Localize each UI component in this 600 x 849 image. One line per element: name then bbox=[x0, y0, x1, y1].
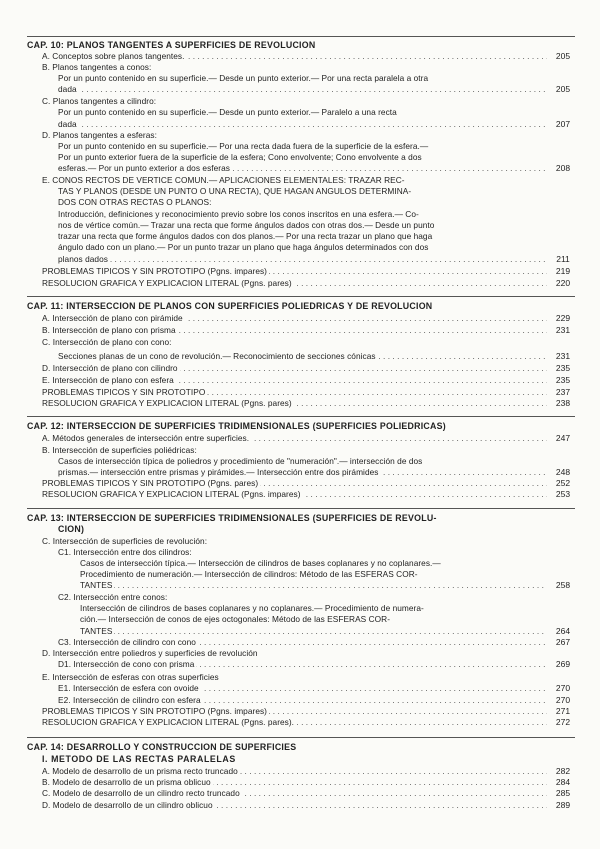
toc-entry-text: planos dados bbox=[58, 254, 108, 264]
toc-entry-line bbox=[58, 351, 547, 361]
toc-entry-text: C2. Intersección entre conos: bbox=[58, 592, 168, 602]
toc-entry-text: Por un punto contenido en su superficie.— Desde un punto exterior.— Por una recta paralela a otra bbox=[58, 73, 429, 83]
toc-entry-text: A. Métodos generales de intersección entre superficies. bbox=[42, 433, 250, 443]
toc-entry-line bbox=[58, 231, 547, 241]
toc-entry-line bbox=[42, 672, 547, 682]
toc-entry-line bbox=[42, 96, 547, 106]
page-number: 231 bbox=[555, 325, 571, 335]
toc-entry-text: Por un punto contenido en su superficie.— Desde un punto exterior.— Paralelo a una recta bbox=[58, 107, 397, 117]
toc-entry-text: trazar una recta que forme ángulos dados con dos planos.— Por una recta trazar un plano que haga bbox=[58, 231, 433, 241]
toc-entry-text: CAP. 11: INTERSECCION DE PLANOS CON SUPERFICIES POLIEDRICAS Y DE REVOLUCION bbox=[27, 301, 433, 311]
divider-cap-11 bbox=[27, 296, 575, 297]
toc-entry-text: PROBLEMAS TIPICOS Y SIN PROTOTIPO (Pgns. impares) bbox=[42, 706, 267, 716]
page-number: 247 bbox=[555, 433, 571, 443]
page-number: 272 bbox=[555, 717, 571, 727]
toc-entry-text: Secciones planas de un cono de revolución.— Reconocimiento de secciones cónicas bbox=[58, 351, 376, 361]
toc-entry-line bbox=[58, 242, 547, 252]
toc-entry-line bbox=[42, 398, 547, 408]
toc-entry-line bbox=[58, 141, 547, 151]
toc-entry-text: CION) bbox=[58, 524, 85, 534]
toc-entry-text: prismas.— intersección entre prismas y pirámides.— Intersección entre dos pirámides bbox=[58, 467, 379, 477]
page-number: 238 bbox=[555, 398, 571, 408]
toc-entry-line bbox=[80, 580, 547, 590]
toc-entry-line bbox=[42, 536, 547, 546]
toc-entry-text: D. Intersección entre poliedros y superficies de revolución bbox=[42, 648, 258, 658]
page-number: 219 bbox=[555, 266, 571, 276]
toc-entry-text: PROBLEMAS TIPICOS Y SIN PROTOTIPO bbox=[42, 387, 206, 397]
toc-entry-text: D. Intersección de plano con cilindro bbox=[42, 363, 178, 373]
toc-entry-text: Casos de intersección típica.— Intersección de cilindros de bases coplanares y no coplanares.— bbox=[80, 558, 441, 568]
toc-entry-text: I. METODO DE LAS RECTAS PARALELAS bbox=[42, 754, 236, 764]
page-number: 253 bbox=[555, 489, 571, 499]
toc-entry-line bbox=[42, 175, 547, 185]
chapter-heading bbox=[27, 742, 547, 752]
page-number: 289 bbox=[555, 800, 571, 810]
toc-entry-line bbox=[42, 766, 547, 776]
chapter-heading bbox=[58, 524, 547, 534]
toc-entry-text: D1. Intersección de cono con prisma bbox=[58, 659, 195, 669]
toc-entry-text: C3. Intersección de cilindro con cono bbox=[58, 637, 196, 647]
page-number: 285 bbox=[555, 788, 571, 798]
toc-entry-line bbox=[42, 754, 547, 764]
toc-entry-text: B. Intersección de superficies poliédricas: bbox=[42, 445, 197, 455]
page-number: 208 bbox=[555, 163, 571, 173]
page-number: 220 bbox=[555, 278, 571, 288]
toc-entry-line bbox=[42, 433, 547, 443]
toc-entry-line bbox=[42, 648, 547, 658]
toc-entry-text: esferas.— Por un punto exterior a dos esferas bbox=[58, 163, 230, 173]
toc-entry-text: C. Intersección de superficies de revolución: bbox=[42, 536, 208, 546]
divider-cap-12 bbox=[27, 416, 575, 417]
toc-entry-text: CAP. 13: INTERSECCION DE SUPERFICIES TRIDIMENSIONALES (SUPERFICIES DE REVOLU- bbox=[27, 513, 437, 523]
toc-entry-text: Por un punto contenido en su superficie.— Por una recta dada fuera de la superficie de la esfera.— bbox=[58, 141, 429, 151]
toc-entry-line bbox=[42, 800, 547, 810]
toc-entry-text: PROBLEMAS TIPICOS Y SIN PROTOTIPO (Pgns. pares) bbox=[42, 478, 259, 488]
toc-entry-text: PROBLEMAS TIPICOS Y SIN PROTOTIPO (Pgns. impares) bbox=[42, 266, 267, 276]
page-number: 235 bbox=[555, 375, 571, 385]
toc-entry-line bbox=[80, 569, 547, 579]
toc-entry-line bbox=[58, 84, 547, 94]
toc-entry-text: RESOLUCION GRAFICA Y EXPLICACION LITERAL (Pgns. pares) bbox=[42, 278, 292, 288]
toc-entry-text: CAP. 14: DESARROLLO Y CONSTRUCCION DE SUPERFICIES bbox=[27, 742, 297, 752]
toc-entry-text: CAP. 12: INTERSECCION DE SUPERFICIES TRIDIMENSIONALES (SUPERFICIES POLIEDRICAS) bbox=[27, 421, 446, 431]
toc-entry-line bbox=[80, 614, 547, 624]
page-number: 267 bbox=[555, 637, 571, 647]
page-number: 205 bbox=[555, 51, 571, 61]
toc-entry-text: B. Planos tangentes a conos: bbox=[42, 62, 152, 72]
toc-entry-line bbox=[58, 456, 547, 466]
chapter-heading bbox=[27, 421, 547, 431]
page-number: 270 bbox=[555, 695, 571, 705]
toc-entry-line bbox=[42, 62, 547, 72]
toc-entry-line bbox=[42, 717, 547, 727]
toc-entry-line bbox=[42, 387, 547, 397]
page-number: 270 bbox=[555, 683, 571, 693]
toc-entry-line bbox=[58, 197, 547, 207]
toc-entry-text: Introducción, definiciones y reconocimiento previo sobre los conos inscritos en una esfera.— Co- bbox=[58, 209, 419, 219]
page-number: 248 bbox=[555, 467, 571, 477]
toc-entry-line bbox=[58, 152, 547, 162]
chapter-heading bbox=[27, 301, 547, 311]
toc-entry-line bbox=[42, 777, 547, 787]
toc-entry-line bbox=[42, 706, 547, 716]
toc-entry-line bbox=[80, 603, 547, 613]
toc-entry-text: Procedimiento de numeración.— Intersección de cilindros: Método de las ESFERAS COR- bbox=[80, 569, 418, 579]
toc-entry-line bbox=[42, 278, 547, 288]
toc-entry-line bbox=[42, 313, 547, 323]
toc-entry-line bbox=[42, 363, 547, 373]
toc-entry-line bbox=[42, 266, 547, 276]
page-number: 282 bbox=[555, 766, 571, 776]
page-number: 271 bbox=[555, 706, 571, 716]
toc-entry-line bbox=[58, 659, 547, 669]
toc-entry-line bbox=[58, 163, 547, 173]
toc-entry-text: C. Intersección de plano con cono: bbox=[42, 337, 172, 347]
toc-entry-text: ángulo dado con un plano.— Por un punto trazar un plano que haga ángulos determinados con dos bbox=[58, 242, 429, 252]
toc-entry-line bbox=[42, 489, 547, 499]
page-number: 258 bbox=[555, 580, 571, 590]
toc-entry-text: D. Modelo de desarrollo de un cilindro oblicuo bbox=[42, 800, 213, 810]
toc-entry-text: Casos de intersección típica de poliedros y procedimiento de "numeración".— intersección de dos bbox=[58, 456, 423, 466]
toc-entry-text: CAP. 10: PLANOS TANGENTES A SUPERFICIES DE REVOLUCION bbox=[27, 40, 316, 50]
toc-entry-line bbox=[58, 637, 547, 647]
toc-entry-text: Intersección de cilindros de bases coplanares y no coplanares.— Procedimiento de numera- bbox=[80, 603, 424, 613]
toc-entry-text: TANTES bbox=[80, 580, 113, 590]
page-number: 269 bbox=[555, 659, 571, 669]
toc-entry-line bbox=[42, 445, 547, 455]
toc-entry-line bbox=[42, 130, 547, 140]
toc-entry-text: C. Planos tangentes a cilindro: bbox=[42, 96, 157, 106]
page-number: 229 bbox=[555, 313, 571, 323]
toc-entry-text: ción.— Intersección de conos de ejes octogonales: Método de las ESFERAS COR- bbox=[80, 614, 391, 624]
toc-entry-line bbox=[42, 51, 547, 61]
divider-cap-14 bbox=[27, 737, 575, 738]
page-number: 252 bbox=[555, 478, 571, 488]
divider-cap-13 bbox=[27, 508, 575, 509]
toc-entry-line bbox=[42, 788, 547, 798]
toc-entry-line bbox=[58, 220, 547, 230]
toc-entry-text: E2. Intersección de cilindro con esfera bbox=[58, 695, 201, 705]
toc-entry-line bbox=[58, 73, 547, 83]
toc-entry-line bbox=[42, 337, 547, 347]
toc-entry-text: C. Modelo de desarrollo de un cilindro recto truncado bbox=[42, 788, 240, 798]
toc-entry-line bbox=[58, 547, 547, 557]
toc-entry-text: B. Modelo de desarrollo de un prisma oblicuo bbox=[42, 777, 211, 787]
toc-entry-text: RESOLUCION GRAFICA Y EXPLICACION LITERAL (Pgns. pares). bbox=[42, 717, 295, 727]
toc-entry-text: nos de vértice común.— Trazar una recta que forme ángulos dados con otras dos.— Desde un punto bbox=[58, 220, 435, 230]
toc-entry-text: D. Planos tangentes a esferas: bbox=[42, 130, 157, 140]
toc-entry-line bbox=[58, 467, 547, 477]
chapter-heading bbox=[27, 513, 547, 523]
page-number: 284 bbox=[555, 777, 571, 787]
toc-entry-line bbox=[42, 375, 547, 385]
toc-entry-line bbox=[58, 695, 547, 705]
chapter-heading bbox=[27, 40, 547, 50]
toc-entry-text: E. CONOS RECTOS DE VERTICE COMUN.— APLICACIONES ELEMENTALES: TRAZAR REC- bbox=[42, 175, 405, 185]
toc-entry-line bbox=[80, 558, 547, 568]
toc-entry-text: A. Conceptos sobre planos tangentes. bbox=[42, 51, 185, 61]
page-number: 237 bbox=[555, 387, 571, 397]
toc-entry-text: RESOLUCION GRAFICA Y EXPLICACION LITERAL (Pgns. impares) bbox=[42, 489, 301, 499]
toc-entry-line bbox=[58, 119, 547, 129]
toc-entry-text: DOS CON OTRAS RECTAS O PLANOS: bbox=[58, 197, 212, 207]
toc-entry-text: E. Intersección de esferas con otras superficies bbox=[42, 672, 219, 682]
toc-entry-text: A. Intersección de plano con pirámide bbox=[42, 313, 183, 323]
toc-entry-text: Por un punto exterior fuera de la superficie de la esfera; Cono envolvente; Cono envolvente a dos bbox=[58, 152, 422, 162]
page-number: 211 bbox=[556, 254, 570, 264]
divider-cap-10 bbox=[27, 36, 575, 37]
toc-entry-text: E. Intersección de plano con esfera bbox=[42, 375, 174, 385]
page-number: 264 bbox=[555, 626, 571, 636]
toc-entry-line bbox=[58, 683, 547, 693]
toc-entry-text: TAS Y PLANOS (DESDE UN PUNTO O UNA RECTA), QUE HAGAN ANGULOS DETERMINA- bbox=[58, 186, 412, 196]
page-number: 205 bbox=[555, 84, 571, 94]
toc-entry-text: B. Intersección de plano con prisma bbox=[42, 325, 176, 335]
page-number: 231 bbox=[555, 351, 571, 361]
toc-entry-line bbox=[42, 478, 547, 488]
toc-entry-line bbox=[80, 626, 547, 636]
toc-entry-line bbox=[42, 325, 547, 335]
toc-entry-text: dada bbox=[58, 84, 77, 94]
toc-entry-line bbox=[58, 186, 547, 196]
toc-entry-line bbox=[58, 592, 547, 602]
toc-entry-text: RESOLUCION GRAFICA Y EXPLICACION LITERAL (Pgns. pares) bbox=[42, 398, 292, 408]
toc-entry-text: dada bbox=[58, 119, 77, 129]
page-number: 207 bbox=[555, 119, 571, 129]
toc-entry-line bbox=[58, 254, 547, 264]
toc-entry-text: TANTES bbox=[80, 626, 113, 636]
toc-entry-text: C1. Intersección entre dos cilindros: bbox=[58, 547, 192, 557]
toc-entry-line bbox=[58, 107, 547, 117]
toc-entry-text: E1. Intersección de esfera con ovoide bbox=[58, 683, 199, 693]
page-number: 235 bbox=[555, 363, 571, 373]
toc-entry-text: A. Modelo de desarrollo de un prisma recto truncado bbox=[42, 766, 238, 776]
toc-entry-line bbox=[58, 209, 547, 219]
